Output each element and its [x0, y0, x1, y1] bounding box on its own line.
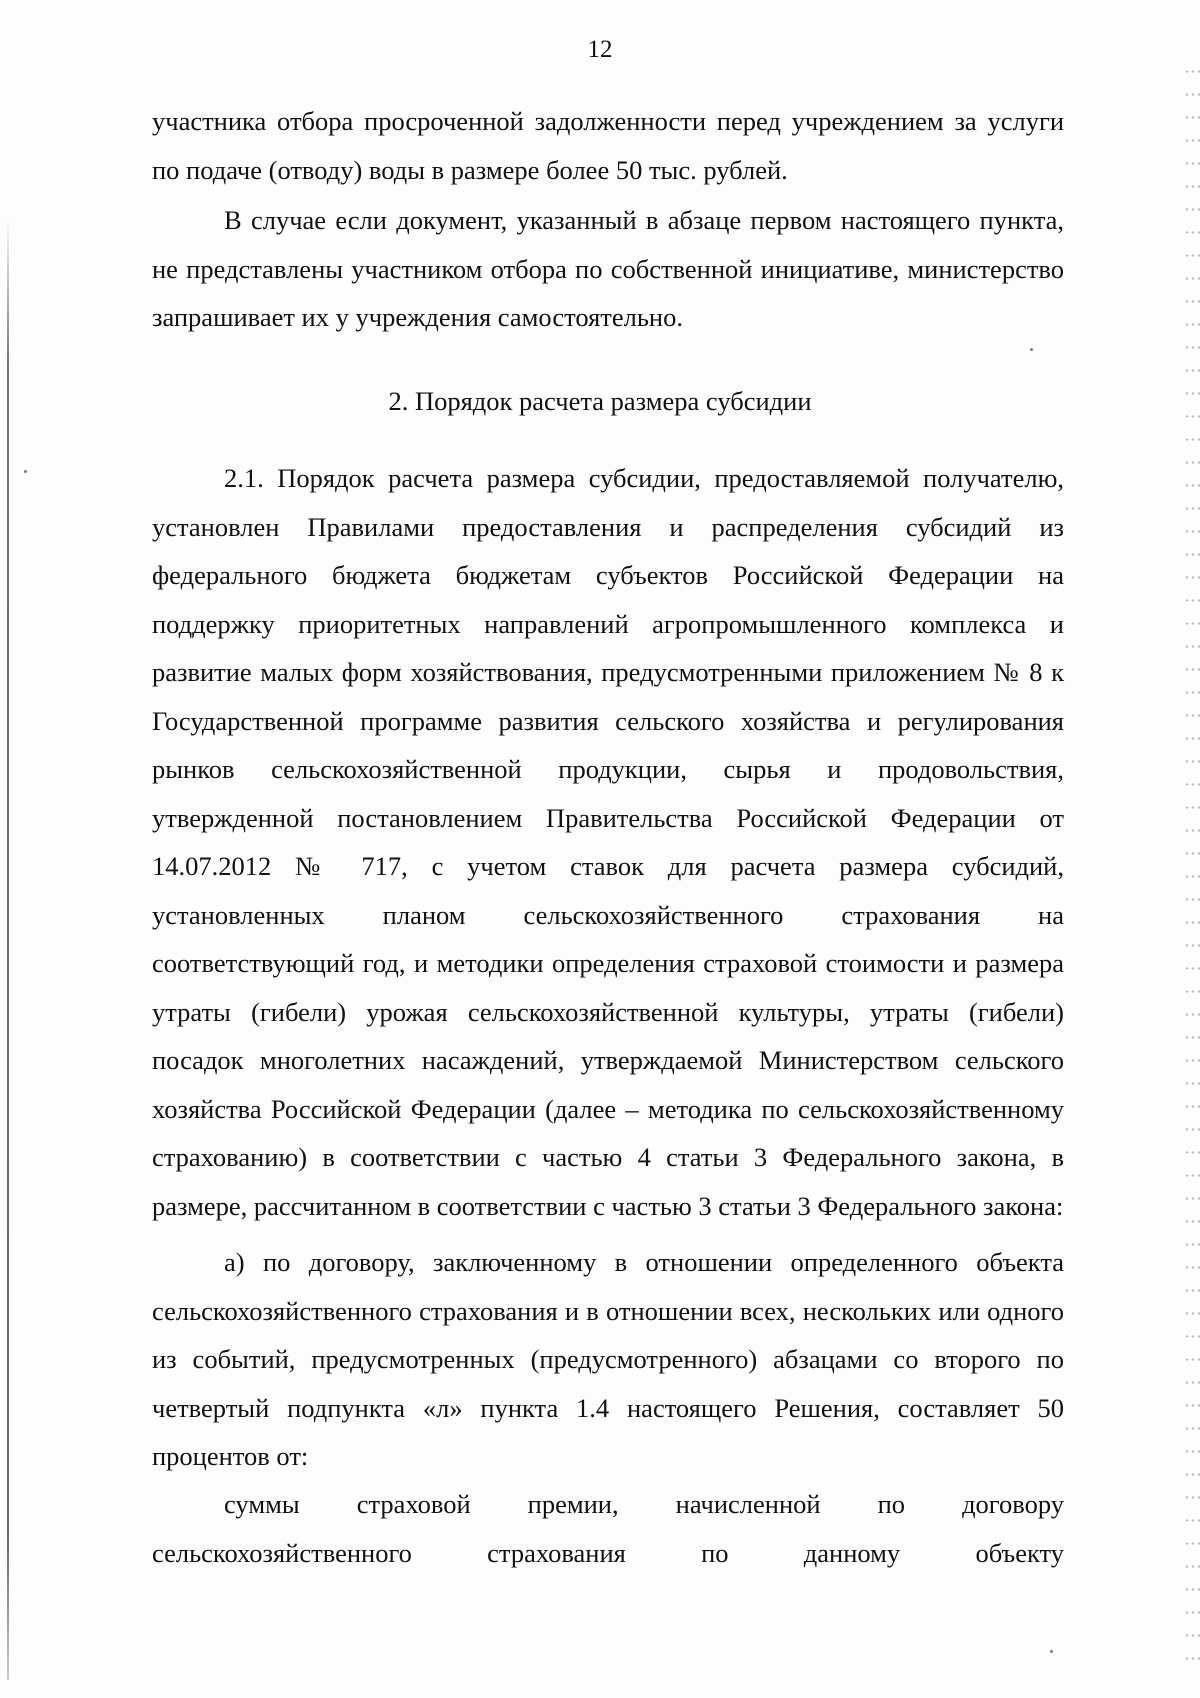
paragraph-block: [152, 196, 1064, 342]
page-number: 12: [587, 36, 613, 63]
paragraph: участника отбора просроченной задолженности перед учреждением за услуги по подаче (отводу) воды в размере более 50 тыс. рублей.: [152, 106, 1064, 185]
paragraph: а) по договору, заключенному в отношении определенного объекта сельскохозяйственного страхования и в отношении всех, нескольких или одного из событий, предусмотренных (предусмотренного) абзацами со второго по четвертый подпункта «л» пункта 1.4 настоящего Решения, составляет 50 процентов от:: [152, 1247, 1064, 1471]
paragraph-continuation: [152, 97, 1064, 194]
scan-speck: [1050, 1650, 1053, 1653]
paragraph: суммы страховой премии, начисленной по договору сельскохозяйственного страхования по данному объекту: [152, 1489, 1064, 1568]
scan-margin-artifact: [1184, 60, 1200, 1680]
paragraph-block: [152, 1238, 1064, 1481]
scan-speck: [24, 470, 27, 473]
section-heading: 2. Порядок расчета размера субсидии: [388, 386, 812, 416]
scan-edge-artifact: [7, 220, 9, 1680]
paragraph: В случае если документ, указанный в абзаце первом настоящего пункта, не представлены участником отбора по собственной инициативе, министерство запрашивает их у учреждения самостоятельно.: [152, 205, 1064, 332]
paragraph: 2.1. Порядок расчета размера субсидии, предоставляемой получателю, установлен Правилами предоставления и распределения субсидий из федерального бюджета бюджетам субъектов Российской Федерации на поддержку приоритетных направлений агропромышленного комплекса и развитие малых форм хозяйствования, предусмотренными приложением № 8 к Государственной программе развития сельского хозяйства и регулирования рынков сельскохозяйственной продукции, сырья и продовольствия, утвержденной постановлением Правительства Российской Федерации от 14.07.2012 № 717, с учетом ставок для расчета размера субсидий, установленных планом сельскохозяйственного страхования на соответствующий год, и методики определения страховой стоимости и размера утраты (гибели) урожая сельскохозяйственной культуры, утраты (гибели) посадок многолетних насаждений, утверждаемой Министерством сельского хозяйства Российской Федерации (далее – методика по сельскохозяйственному страхованию) в соответствии с частью 4 статьи 3 Федерального закона, в размере, рассчитанном в соответствии с частью 3 статьи 3 Федерального закона:: [152, 463, 1064, 1221]
paragraph-block: [152, 1480, 1064, 1577]
scan-speck: [1030, 348, 1033, 351]
paragraph-block: [152, 454, 1064, 1230]
